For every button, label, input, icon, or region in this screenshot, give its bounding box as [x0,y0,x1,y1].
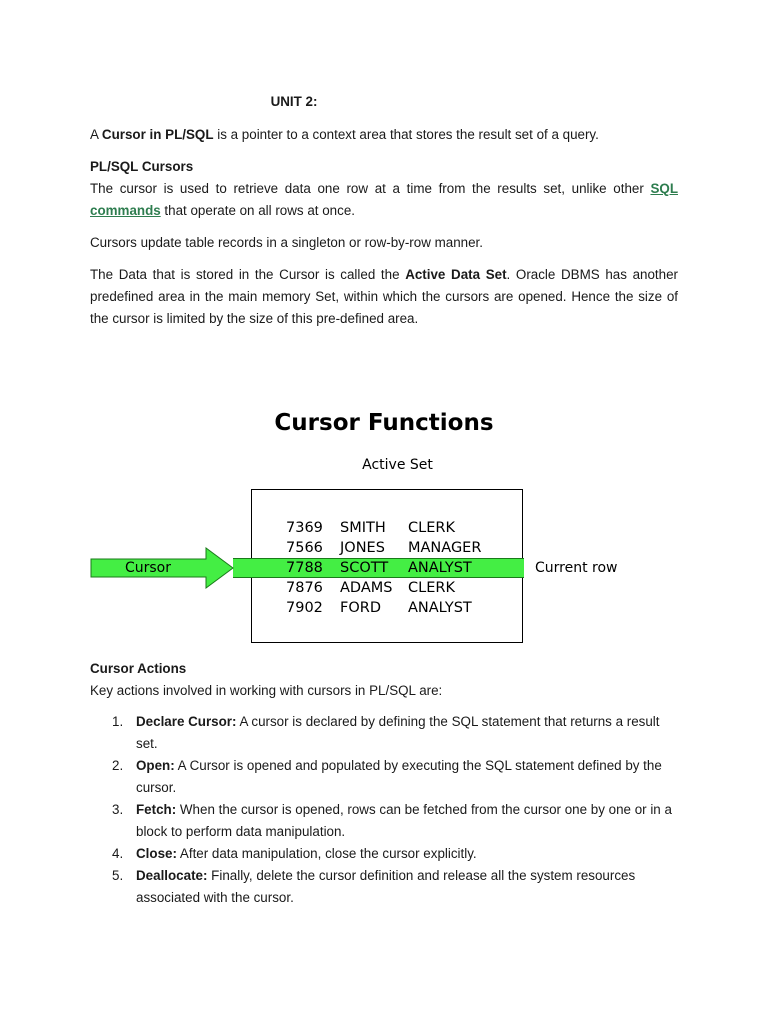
sql-commands-link[interactable]: SQL commands [90,181,678,218]
row-job: ANALYST [408,600,472,616]
list-item-description: A cursor is declared by defining the SQL statement that returns a result set. [136,714,660,751]
cursor-label: Cursor [124,560,172,576]
list-item-number: 3. [112,802,124,817]
active-data-set-paragraph [90,264,678,330]
list-item-term: Declare Cursor: [136,714,237,729]
row-job: CLERK [408,520,455,536]
active-set-row [252,518,522,538]
page-title: UNIT 2: [270,94,318,109]
active-set-row [252,558,522,578]
list-item-term: Open: [136,758,175,773]
row-name: ADAMS [340,580,393,596]
list-item [90,755,678,799]
row-name: SMITH [340,520,386,536]
diagram-title: Cursor Functions [274,410,494,436]
row-name: SCOTT [340,560,389,576]
list-item-description: Finally, delete the cursor definition and release all the system resources associated with the cursor. [136,868,636,905]
row-job: ANALYST [408,560,472,576]
cursor-actions-heading [90,658,678,680]
section-heading-plsql-cursors [90,156,678,178]
row-name: JONES [340,540,385,556]
cursor-actions-intro: Key actions involved in working with cursors in PL/SQL are: [90,683,443,698]
active-set-row [252,598,522,618]
list-item-number: 5. [112,868,124,883]
list-item [90,843,678,865]
row-job: MANAGER [408,540,482,556]
row-empno: 7566 [286,540,323,556]
active-set-row [252,538,522,558]
cursor-actions-list [90,711,678,909]
list-item-number: 2. [112,758,124,773]
active-set-row [252,578,522,598]
list-item-description: When the cursor is opened, rows can be fetched from the cursor one by one or in a block to perform data manipulation. [136,802,672,839]
active-set-label: Active Set [362,457,433,473]
section1-paragraph [90,178,678,222]
list-item-description: After data manipulation, close the cursor explicitly. [176,846,477,861]
list-item-description: A Cursor is opened and populated by executing the SQL statement defined by the cursor. [136,758,662,795]
row-name: FORD [340,600,381,616]
section-heading-text: PL/SQL Cursors [90,159,194,174]
row-job: CLERK [408,580,455,596]
intro-paragraph [90,124,678,146]
row-empno: 7788 [286,560,323,576]
row-empno: 7902 [286,600,323,616]
current-row-label: Current row [535,560,618,576]
intro-prefix: A [90,127,102,142]
list-item-term: Deallocate: [136,868,208,883]
list-item [90,799,678,843]
list-item-number: 1. [112,714,124,729]
intro-term: Cursor in PL/SQL [101,127,214,142]
list-item-number: 4. [112,846,124,861]
active-data-set-term: Active Data Set [405,267,507,282]
list-item [90,865,678,909]
section1-text-before: The cursor is used to retrieve data one row at a time from the results set, unlike other [90,181,651,196]
para3-suffix: . Oracle DBMS has another predefined area in the main memory Set, within which the cursors are opened. Hence the size of the cursor is limited by the size of this pre-defined area. [90,267,678,326]
intro-suffix: is a pointer to a context area that stores the result set of a query. [213,127,599,142]
row-empno: 7369 [286,520,323,536]
singleton-paragraph: Cursors update table records in a singleton or row-by-row manner. [90,235,483,250]
row-empno: 7876 [286,580,323,596]
para3-prefix: The Data that is stored in the Cursor is called the [90,267,406,282]
section1-text-after: that operate on all rows at once. [160,203,355,218]
list-item-term: Close: [136,846,177,861]
list-item [90,711,678,755]
list-item-term: Fetch: [136,802,177,817]
cursor-actions-heading-text: Cursor Actions [90,661,187,676]
